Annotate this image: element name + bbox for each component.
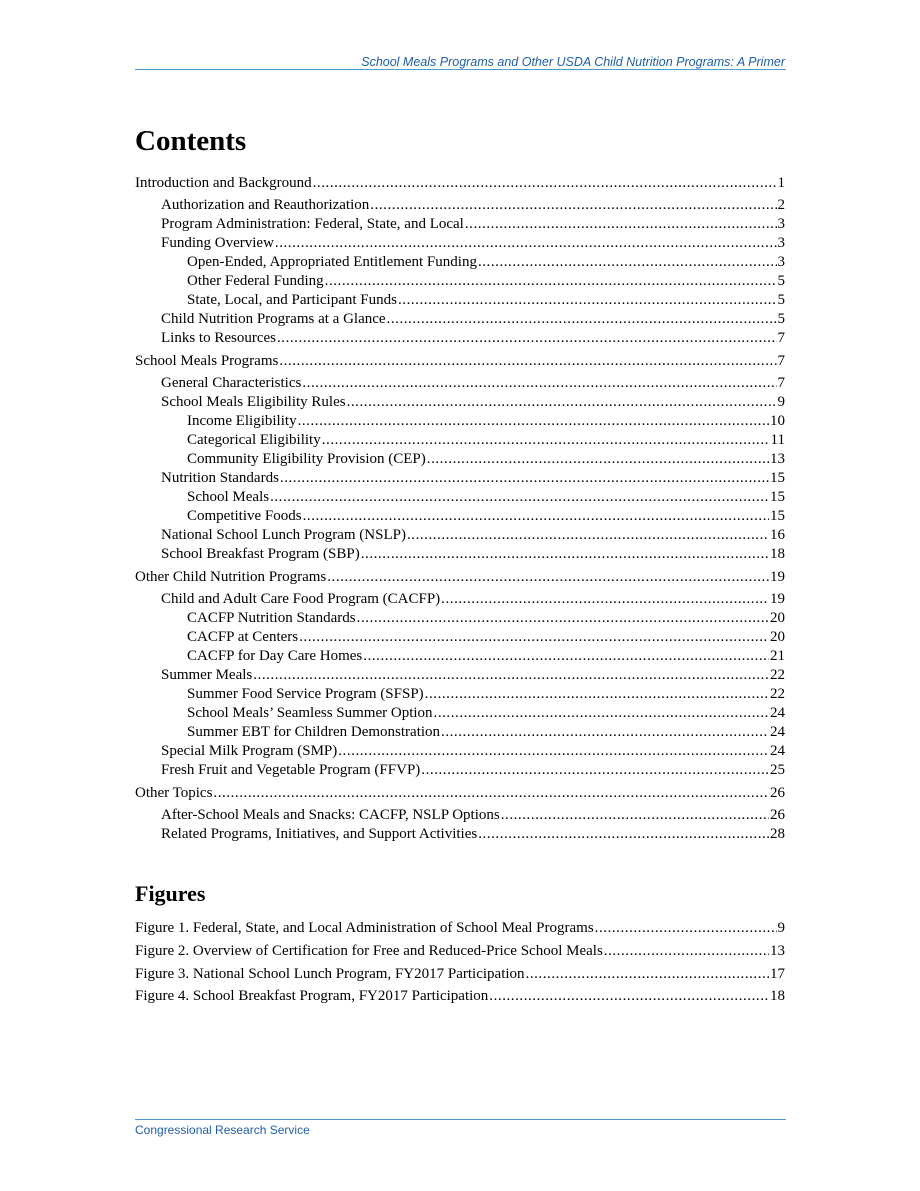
contents-entry[interactable] xyxy=(135,174,785,192)
dot-leader xyxy=(427,450,769,468)
contents-entry-title: Fresh Fruit and Vegetable Program (FFVP) xyxy=(161,762,421,778)
contents-entry-title: Summer Meals xyxy=(161,667,253,683)
contents-entry-title: Nutrition Standards xyxy=(161,470,279,486)
contents-entry[interactable] xyxy=(135,329,785,347)
contents-entry[interactable] xyxy=(135,196,785,214)
figures-entry[interactable] xyxy=(135,942,785,960)
contents-entry-title: School Meals Programs xyxy=(135,353,279,369)
contents-entry-page-number: 26 xyxy=(770,807,785,823)
contents-entry[interactable] xyxy=(135,526,785,544)
contents-entry-page-number: 21 xyxy=(770,648,785,664)
contents-entry[interactable] xyxy=(135,609,785,627)
contents-entry-page-number: 22 xyxy=(770,667,785,683)
dot-leader xyxy=(421,761,769,779)
contents-entry[interactable] xyxy=(135,685,785,703)
contents-entry-title: Child and Adult Care Food Program (CACFP) xyxy=(161,591,441,607)
contents-entry[interactable] xyxy=(135,723,785,741)
contents-entry-title: Funding Overview xyxy=(161,235,274,251)
contents-entry-title: Other Child Nutrition Programs xyxy=(135,569,327,585)
dot-leader xyxy=(361,545,769,563)
contents-entry-title: CACFP for Day Care Homes xyxy=(187,648,363,664)
contents-entry-title: Other Topics xyxy=(135,785,213,801)
figures-heading: Figures xyxy=(135,881,206,906)
contents-entry-page-number: 28 xyxy=(770,826,785,842)
contents-entry-page-number: 7 xyxy=(777,330,785,346)
dot-leader xyxy=(478,825,769,843)
contents-entry[interactable] xyxy=(135,412,785,430)
contents-entry[interactable] xyxy=(135,488,785,506)
dot-leader xyxy=(501,806,769,824)
contents-entry[interactable] xyxy=(135,704,785,722)
contents-entry-page-number: 7 xyxy=(777,353,785,369)
contents-entry-page-number: 15 xyxy=(770,470,785,486)
figures-entry-page-number: 17 xyxy=(770,966,785,982)
contents-entry-page-number: 5 xyxy=(777,311,785,327)
contents-entry-page-number: 3 xyxy=(777,235,785,251)
dot-leader xyxy=(277,329,777,347)
contents-entry-page-number: 10 xyxy=(770,413,785,429)
dot-leader xyxy=(370,196,776,214)
contents-entry-title: Summer Food Service Program (SFSP) xyxy=(187,686,424,702)
contents-entry-title: Open-Ended, Appropriated Entitlement Funding xyxy=(187,254,477,270)
dot-leader xyxy=(275,234,777,252)
dot-leader xyxy=(253,666,769,684)
dot-leader xyxy=(441,590,769,608)
dot-leader xyxy=(302,374,776,392)
contents-entry-page-number: 7 xyxy=(777,375,785,391)
contents-entry-page-number: 26 xyxy=(770,785,785,801)
figures-entry[interactable] xyxy=(135,965,785,983)
dot-leader xyxy=(465,215,777,233)
contents-entry-page-number: 20 xyxy=(770,610,785,626)
contents-entry-title: Introduction and Background xyxy=(135,175,312,191)
dot-leader xyxy=(398,291,777,309)
dot-leader xyxy=(313,174,777,192)
dot-leader xyxy=(604,942,769,960)
contents-entry-page-number: 15 xyxy=(770,489,785,505)
dot-leader xyxy=(434,704,769,722)
dot-leader xyxy=(363,647,769,665)
dot-leader xyxy=(299,628,769,646)
dot-leader xyxy=(303,507,769,525)
contents-entry[interactable] xyxy=(135,352,785,370)
contents-entry[interactable] xyxy=(135,393,785,411)
figures-entry[interactable] xyxy=(135,987,785,1005)
contents-entry[interactable] xyxy=(135,545,785,563)
dot-leader xyxy=(298,412,769,430)
contents-entry[interactable] xyxy=(135,806,785,824)
dot-leader xyxy=(526,965,769,983)
contents-entry-title: Summer EBT for Children Demonstration xyxy=(187,724,441,740)
contents-entry[interactable] xyxy=(135,234,785,252)
contents-entry-page-number: 2 xyxy=(777,197,785,213)
contents-entry[interactable] xyxy=(135,272,785,290)
dot-leader xyxy=(387,310,777,328)
dot-leader xyxy=(595,919,777,937)
contents-entry[interactable] xyxy=(135,568,785,586)
contents-entry-page-number: 25 xyxy=(770,762,785,778)
dot-leader xyxy=(280,469,769,487)
contents-entry-page-number: 19 xyxy=(770,591,785,607)
contents-entry-title: National School Lunch Program (NSLP) xyxy=(161,527,406,543)
contents-entry-page-number: 18 xyxy=(770,546,785,562)
contents-entry[interactable] xyxy=(135,431,785,449)
contents-entry-title: Special Milk Program (SMP) xyxy=(161,743,338,759)
contents-entry[interactable] xyxy=(135,374,785,392)
contents-entry-page-number: 11 xyxy=(770,432,785,448)
contents-entry-page-number: 5 xyxy=(777,292,785,308)
contents-entry[interactable] xyxy=(135,784,785,802)
contents-entry-page-number: 5 xyxy=(777,273,785,289)
contents-entry-title: Links to Resources xyxy=(161,330,276,346)
footer-organization: Congressional Research Service xyxy=(135,1123,310,1137)
header-divider xyxy=(135,69,786,70)
contents-entry-page-number: 3 xyxy=(777,216,785,232)
contents-entry-title: After-School Meals and Snacks: CACFP, NSLP Options xyxy=(161,807,500,823)
dot-leader xyxy=(478,253,777,271)
contents-heading: Contents xyxy=(135,125,247,157)
dot-leader xyxy=(441,723,769,741)
contents-entry-title: State, Local, and Participant Funds xyxy=(187,292,397,308)
figures-entry-title: Figure 4. School Breakfast Program, FY2017 Participation xyxy=(135,988,489,1004)
contents-entry-title: Community Eligibility Provision (CEP) xyxy=(187,451,426,467)
contents-entry[interactable] xyxy=(135,469,785,487)
contents-entry[interactable] xyxy=(135,628,785,646)
contents-entry-page-number: 24 xyxy=(770,724,785,740)
contents-entry-page-number: 19 xyxy=(770,569,785,585)
contents-entry-title: Competitive Foods xyxy=(187,508,302,524)
contents-entry[interactable] xyxy=(135,310,785,328)
contents-entry[interactable] xyxy=(135,507,785,525)
contents-entry-page-number: 20 xyxy=(770,629,785,645)
contents-entry-page-number: 1 xyxy=(777,175,785,191)
dot-leader xyxy=(489,987,769,1005)
contents-entry-title: Categorical Eligibility xyxy=(187,432,321,448)
footer-divider xyxy=(135,1119,786,1120)
contents-entry[interactable] xyxy=(135,825,785,843)
contents-entry-title: School Meals xyxy=(187,489,270,505)
dot-leader xyxy=(213,784,769,802)
contents-entry-title: School Meals Eligibility Rules xyxy=(161,394,346,410)
contents-entry-page-number: 16 xyxy=(770,527,785,543)
figures-entry-page-number: 9 xyxy=(777,920,785,936)
dot-leader xyxy=(327,568,769,586)
figures-entry-title: Figure 3. National School Lunch Program, FY2017 Participation xyxy=(135,966,525,982)
contents-entry[interactable] xyxy=(135,666,785,684)
dot-leader xyxy=(325,272,777,290)
figures-entry-page-number: 13 xyxy=(770,943,785,959)
dot-leader xyxy=(425,685,769,703)
contents-entry-title: CACFP Nutrition Standards xyxy=(187,610,356,626)
contents-entry-title: School Meals’ Seamless Summer Option xyxy=(187,705,433,721)
contents-entry-page-number: 22 xyxy=(770,686,785,702)
contents-entry[interactable] xyxy=(135,215,785,233)
contents-entry-title: General Characteristics xyxy=(161,375,302,391)
contents-entry-title: Other Federal Funding xyxy=(187,273,324,289)
contents-entry-title: CACFP at Centers xyxy=(187,629,299,645)
figures-entry-title: Figure 2. Overview of Certification for Free and Reduced-Price School Meals xyxy=(135,943,603,959)
contents-entry[interactable] xyxy=(135,761,785,779)
contents-entry-title: Authorization and Reauthorization xyxy=(161,197,370,213)
figures-entry-title: Figure 1. Federal, State, and Local Administration of School Meal Programs xyxy=(135,920,594,936)
contents-entry-page-number: 15 xyxy=(770,508,785,524)
contents-entry[interactable] xyxy=(135,253,785,271)
dot-leader xyxy=(357,609,769,627)
contents-entry[interactable] xyxy=(135,742,785,760)
contents-entry[interactable] xyxy=(135,590,785,608)
dot-leader xyxy=(322,431,770,449)
running-header-title: School Meals Programs and Other USDA Child Nutrition Programs: A Primer xyxy=(361,55,785,69)
dot-leader xyxy=(270,488,769,506)
contents-entry[interactable] xyxy=(135,291,785,309)
dot-leader xyxy=(338,742,769,760)
contents-entry-page-number: 9 xyxy=(777,394,785,410)
contents-entry[interactable] xyxy=(135,450,785,468)
dot-leader xyxy=(279,352,776,370)
dot-leader xyxy=(347,393,777,411)
dot-leader xyxy=(407,526,769,544)
contents-entry-page-number: 3 xyxy=(777,254,785,270)
contents-entry-title: Income Eligibility xyxy=(187,413,297,429)
contents-entry-title: Child Nutrition Programs at a Glance xyxy=(161,311,386,327)
contents-entry-title: Program Administration: Federal, State, and Local xyxy=(161,216,464,232)
contents-entry-page-number: 24 xyxy=(770,743,785,759)
figures-entry-page-number: 18 xyxy=(770,988,785,1004)
contents-entry-page-number: 13 xyxy=(770,451,785,467)
contents-entry-page-number: 24 xyxy=(770,705,785,721)
contents-entry[interactable] xyxy=(135,647,785,665)
contents-entry-title: School Breakfast Program (SBP) xyxy=(161,546,360,562)
contents-entry-title: Related Programs, Initiatives, and Support Activities xyxy=(161,826,478,842)
figures-entry[interactable] xyxy=(135,919,785,937)
